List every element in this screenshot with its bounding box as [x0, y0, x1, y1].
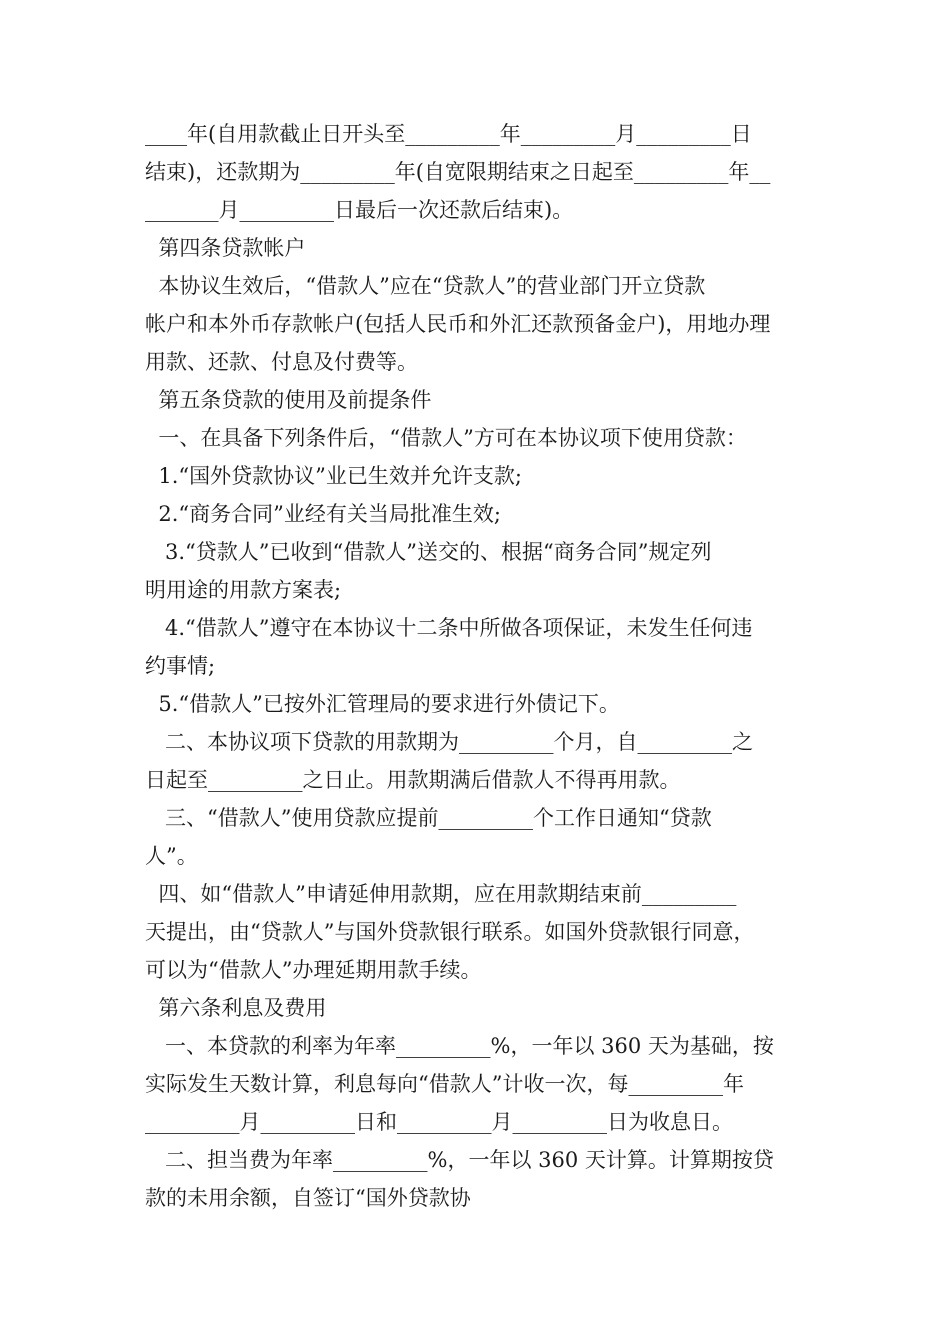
- text-line: 明用途的用款方案表;: [145, 578, 342, 602]
- text-line: 约事情;: [145, 654, 216, 678]
- section-heading: 第四条贷款帐户: [145, 236, 306, 260]
- list-item: 4.“借款人”遵守在本协议十二条中所做各项保证，未发生任何违: [145, 616, 753, 640]
- text-line: ____年(自用款截止日开头至_________年_________月_________日: [145, 122, 752, 146]
- text-line: 二、担当费为年率_________%，一年以 360 天计算。计算期按贷: [145, 1148, 774, 1172]
- text-line: 可以为“借款人”办理延期用款手续。: [145, 958, 482, 982]
- text-line: 帐户和本外币存款帐户(包括人民币和外汇还款预备金户)，用地办理: [145, 312, 771, 336]
- text-line: 二、本协议项下贷款的用款期为_________个月，自_________之: [145, 730, 754, 754]
- text-line: 用款、还款、付息及付费等。: [145, 350, 418, 374]
- list-item: 2.“商务合同”业经有关当局批准生效;: [145, 502, 501, 526]
- text-line: 一、在具备下列条件后，“借款人”方可在本协议项下使用贷款：: [145, 426, 747, 450]
- text-line: _______月_________日最后一次还款后结束)。: [145, 198, 574, 222]
- list-item: 3.“贷款人”已收到“借款人”送交的、根据“商务合同”规定列: [145, 540, 712, 564]
- section-heading: 第六条利息及费用: [145, 996, 327, 1020]
- text-line: 一、本贷款的利率为年率_________%，一年以 360 天为基础，按: [145, 1034, 774, 1058]
- list-item: 5.“借款人”已按外汇管理局的要求进行外债记下。: [145, 692, 620, 716]
- text-line: 款的未用余额，自签订“国外贷款协: [145, 1186, 471, 1210]
- text-line: 三、“借款人”使用贷款应提前_________个工作日通知“贷款: [145, 806, 712, 830]
- text-line: 本协议生效后，“借款人”应在“贷款人”的营业部门开立贷款: [145, 274, 706, 298]
- text-line: _________月_________日和_________月_________日为收息日。: [145, 1110, 733, 1134]
- text-line: 日起至_________之日止。用款期满后借款人不得再用款。: [145, 768, 681, 792]
- text-line: 结束)，还款期为_________年(自宽限期结束之日起至_________年__: [145, 160, 771, 184]
- text-line: 人”。: [145, 844, 198, 868]
- list-item: 1.“国外贷款协议”业已生效并允许支款;: [145, 464, 522, 488]
- text-line: 四、如“借款人”申请延伸用款期，应在用款期结束前_________: [145, 882, 737, 906]
- section-heading: 第五条贷款的使用及前提条件: [145, 388, 432, 412]
- text-line: 天提出，由“贷款人”与国外贷款银行联系。如国外贷款银行同意，: [145, 920, 755, 944]
- text-line: 实际发生天数计算，利息每向“借款人”计收一次，每_________年: [145, 1072, 744, 1096]
